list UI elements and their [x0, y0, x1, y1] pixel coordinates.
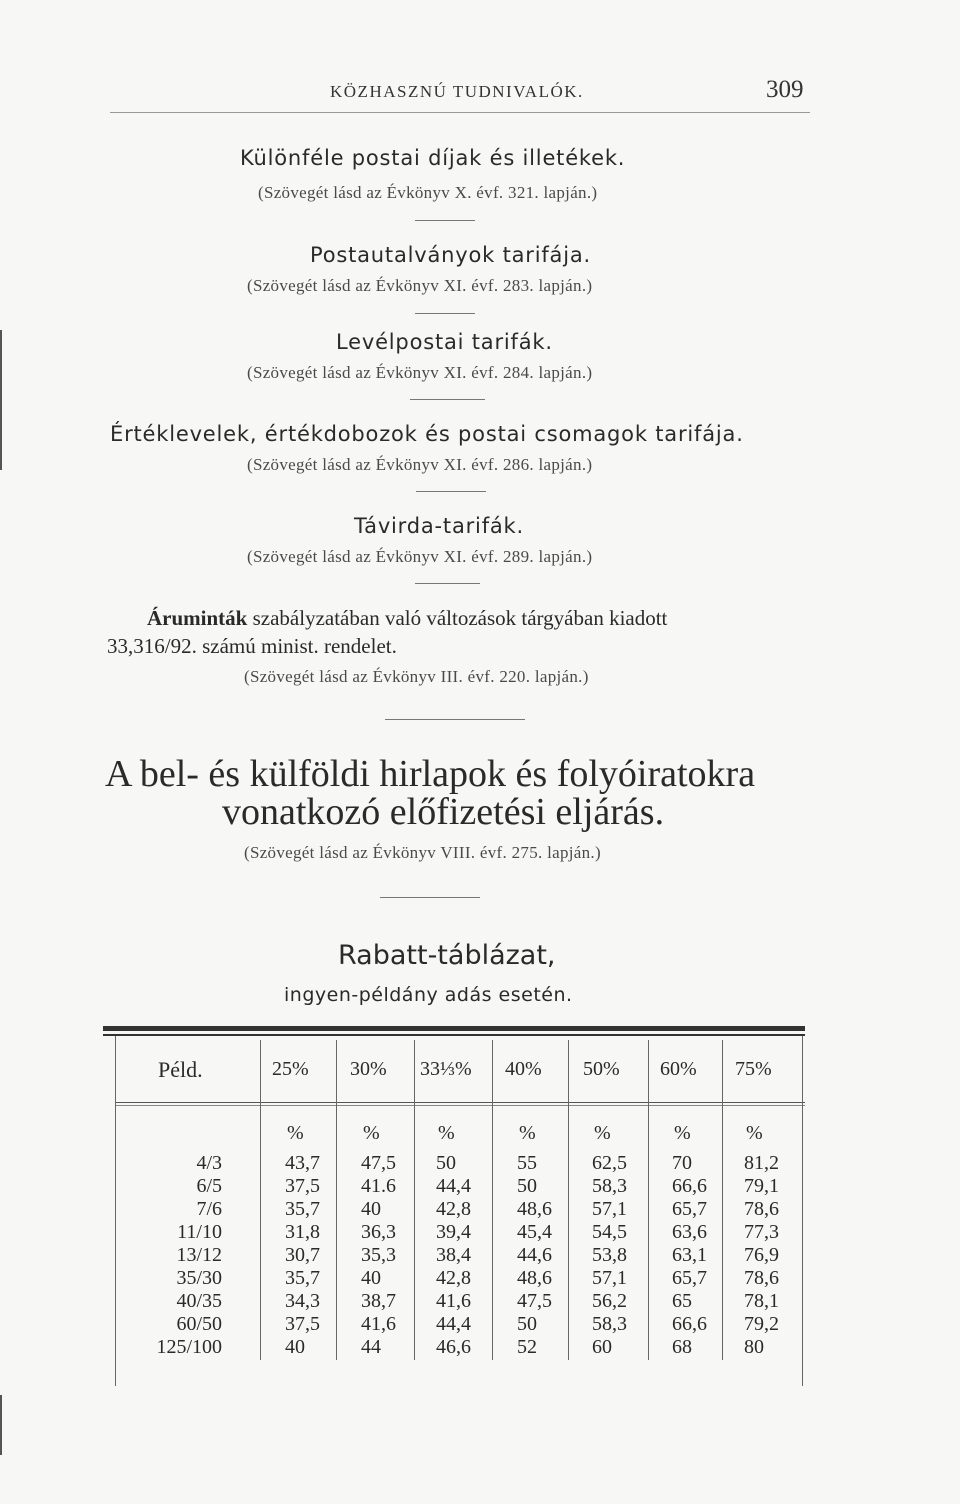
col-divider	[414, 1040, 415, 1360]
section-title-postautalvanyok: Postautalványok tarifája.	[310, 243, 591, 267]
aruminta-bold-word: Áruminták	[147, 606, 248, 630]
table-cell: 62,5	[592, 1152, 627, 1174]
table-cell: 40	[361, 1267, 381, 1289]
row-ratio: 4/3	[196, 1152, 222, 1174]
table-cell: 79,2	[744, 1313, 779, 1335]
col-header-peld: Péld.	[158, 1057, 203, 1082]
row-ratio: 11/10	[177, 1221, 222, 1243]
section-note-levelpostai: (Szövegét lásd az Évkönyv XI. évf. 284. lapján.)	[247, 363, 593, 382]
table-cell: 76,9	[744, 1244, 779, 1266]
table-cell: 79,1	[744, 1175, 779, 1197]
table-cell: 63,1	[672, 1244, 707, 1266]
col-header-30: 30%	[350, 1058, 387, 1080]
col-header-33: 33⅓%	[420, 1058, 472, 1080]
table-cell: 81,2	[744, 1152, 779, 1174]
unit-percent: %	[363, 1122, 380, 1144]
table-cell: 54,5	[592, 1221, 627, 1243]
table-cell: 78,6	[744, 1198, 779, 1220]
table-top-rule	[103, 1026, 805, 1031]
table-cell: 57,1	[592, 1198, 627, 1220]
table-cell: 50	[517, 1313, 537, 1335]
table-cell: 34,3	[285, 1290, 320, 1312]
table-cell: 50	[517, 1175, 537, 1197]
section-note-erteklevelek: (Szövegét lásd az Évkönyv XI. évf. 286. lapján.)	[247, 455, 593, 474]
rabatt-title: Rabatt-táblázat,	[338, 940, 556, 971]
table-cell: 68	[672, 1336, 692, 1358]
table-cell: 65	[672, 1290, 692, 1312]
table-cell: 44,4	[436, 1313, 471, 1335]
aruminta-line-2: 33,316/92. számú minist. rendelet.	[107, 634, 397, 658]
table-cell: 66,6	[672, 1313, 707, 1335]
table-cell: 58,3	[592, 1313, 627, 1335]
unit-percent: %	[674, 1122, 691, 1144]
table-cell: 45,4	[517, 1221, 552, 1243]
section-title-tavirda: Távirda-tarifák.	[354, 514, 524, 538]
running-title: KÖZHASZNÚ TUDNIVALÓK.	[330, 82, 584, 101]
col-divider	[648, 1040, 649, 1360]
table-cell: 38,4	[436, 1244, 471, 1266]
row-ratio: 40/35	[176, 1290, 222, 1312]
col-header-75: 75%	[735, 1058, 772, 1080]
table-cell: 55	[517, 1152, 537, 1174]
aruminta-note: (Szövegét lásd az Évkönyv III. évf. 220. lapján.)	[244, 667, 589, 686]
table-cell: 65,7	[672, 1267, 707, 1289]
table-cell: 80	[744, 1336, 764, 1358]
table-cell: 42,8	[436, 1198, 471, 1220]
table-cell: 43,7	[285, 1152, 320, 1174]
table-cell: 35,7	[285, 1267, 320, 1289]
table-cell: 41,6	[436, 1290, 471, 1312]
table-cell: 42,8	[436, 1267, 471, 1289]
table-cell: 52	[517, 1336, 537, 1358]
table-cell: 44,4	[436, 1175, 471, 1197]
col-header-40: 40%	[505, 1058, 542, 1080]
table-cell: 60	[592, 1336, 612, 1358]
table-cell: 53,8	[592, 1244, 627, 1266]
page-edge-mark	[0, 330, 2, 470]
separator-rule	[415, 313, 475, 314]
hirlap-note: (Szövegét lásd az Évkönyv VIII. évf. 275. lapján.)	[244, 843, 601, 862]
table-cell: 35,7	[285, 1198, 320, 1220]
unit-percent: %	[746, 1122, 763, 1144]
table-cell: 48,6	[517, 1267, 552, 1289]
table-cell: 56,2	[592, 1290, 627, 1312]
col-divider	[722, 1040, 723, 1360]
col-header-60: 60%	[660, 1058, 697, 1080]
aruminta-line-1	[147, 606, 667, 631]
col-header-50: 50%	[583, 1058, 620, 1080]
table-cell: 78,6	[744, 1267, 779, 1289]
unit-percent: %	[519, 1122, 536, 1144]
table-cell: 39,4	[436, 1221, 471, 1243]
col-divider	[568, 1040, 569, 1360]
table-cell: 48,6	[517, 1198, 552, 1220]
col-header-25: 25%	[272, 1058, 309, 1080]
table-cell: 47,5	[361, 1152, 396, 1174]
separator-rule	[385, 719, 525, 720]
table-cell: 77,3	[744, 1221, 779, 1243]
row-ratio: 125/100	[156, 1336, 222, 1358]
header-rule	[110, 112, 810, 113]
table-cell: 40	[361, 1198, 381, 1220]
table-cell: 36,3	[361, 1221, 396, 1243]
table-cell: 37,5	[285, 1175, 320, 1197]
row-ratio: 35/30	[176, 1267, 222, 1289]
table-cell: 35,3	[361, 1244, 396, 1266]
table-cell: 40	[285, 1336, 305, 1358]
section-title-postai-dijak: Különféle postai díjak és illetékek.	[240, 146, 626, 170]
page-number: 309	[766, 76, 804, 103]
row-ratio: 60/50	[176, 1313, 222, 1335]
separator-rule	[410, 399, 485, 400]
unit-percent: %	[594, 1122, 611, 1144]
rabatt-subtitle: ingyen-példány adás esetén.	[284, 984, 573, 1006]
table-cell: 65,7	[672, 1198, 707, 1220]
table-right-border	[802, 1036, 803, 1386]
table-cell: 70	[672, 1152, 692, 1174]
row-ratio: 7/6	[196, 1198, 222, 1220]
separator-rule	[416, 491, 486, 492]
table-header-rule	[115, 1102, 805, 1103]
separator-rule	[380, 897, 480, 898]
table-cell: 44	[361, 1336, 381, 1358]
hirlap-heading-line-2: vonatkozó előfizetési eljárás.	[222, 791, 665, 833]
table-cell: 78,1	[744, 1290, 779, 1312]
table-header-rule-2	[115, 1105, 805, 1106]
hirlap-heading-line-1: A bel- és külföldi hirlapok és folyóiratokra	[105, 753, 756, 795]
table-cell: 46,6	[436, 1336, 471, 1358]
table-cell: 41,6	[361, 1313, 396, 1335]
section-note-postai-dijak: (Szövegét lásd az Évkönyv X. évf. 321. lapján.)	[258, 183, 598, 202]
separator-rule	[415, 583, 480, 584]
table-cell: 58,3	[592, 1175, 627, 1197]
table-cell: 50	[436, 1152, 456, 1174]
table-cell: 66,6	[672, 1175, 707, 1197]
table-cell: 41.6	[361, 1175, 396, 1197]
table-left-border	[115, 1036, 116, 1386]
table-cell: 47,5	[517, 1290, 552, 1312]
table-cell: 44,6	[517, 1244, 552, 1266]
table-cell: 38,7	[361, 1290, 396, 1312]
col-divider	[492, 1040, 493, 1360]
table-cell: 57,1	[592, 1267, 627, 1289]
section-title-levelpostai: Levélpostai tarifák.	[336, 330, 553, 354]
row-ratio: 6/5	[196, 1175, 222, 1197]
table-cell: 63,6	[672, 1221, 707, 1243]
row-ratio: 13/12	[176, 1244, 222, 1266]
table-cell: 31,8	[285, 1221, 320, 1243]
unit-percent: %	[438, 1122, 455, 1144]
section-note-tavirda: (Szövegét lásd az Évkönyv XI. évf. 289. lapján.)	[247, 547, 593, 566]
aruminta-line-1-rest: szabályzatában való változások tárgyában kiadott	[247, 606, 668, 630]
table-cell: 30,7	[285, 1244, 320, 1266]
table-top-rule-thin	[103, 1034, 805, 1036]
table-cell: 37,5	[285, 1313, 320, 1335]
separator-rule	[415, 220, 475, 221]
page-edge-mark	[0, 1395, 2, 1455]
col-divider	[336, 1040, 337, 1360]
col-divider	[260, 1040, 261, 1360]
section-title-erteklevelek: Értéklevelek, értékdobozok és postai csomagok tarifája.	[110, 422, 744, 446]
unit-percent: %	[287, 1122, 304, 1144]
section-note-postautalvanyok: (Szövegét lásd az Évkönyv XI. évf. 283. lapján.)	[247, 276, 593, 295]
